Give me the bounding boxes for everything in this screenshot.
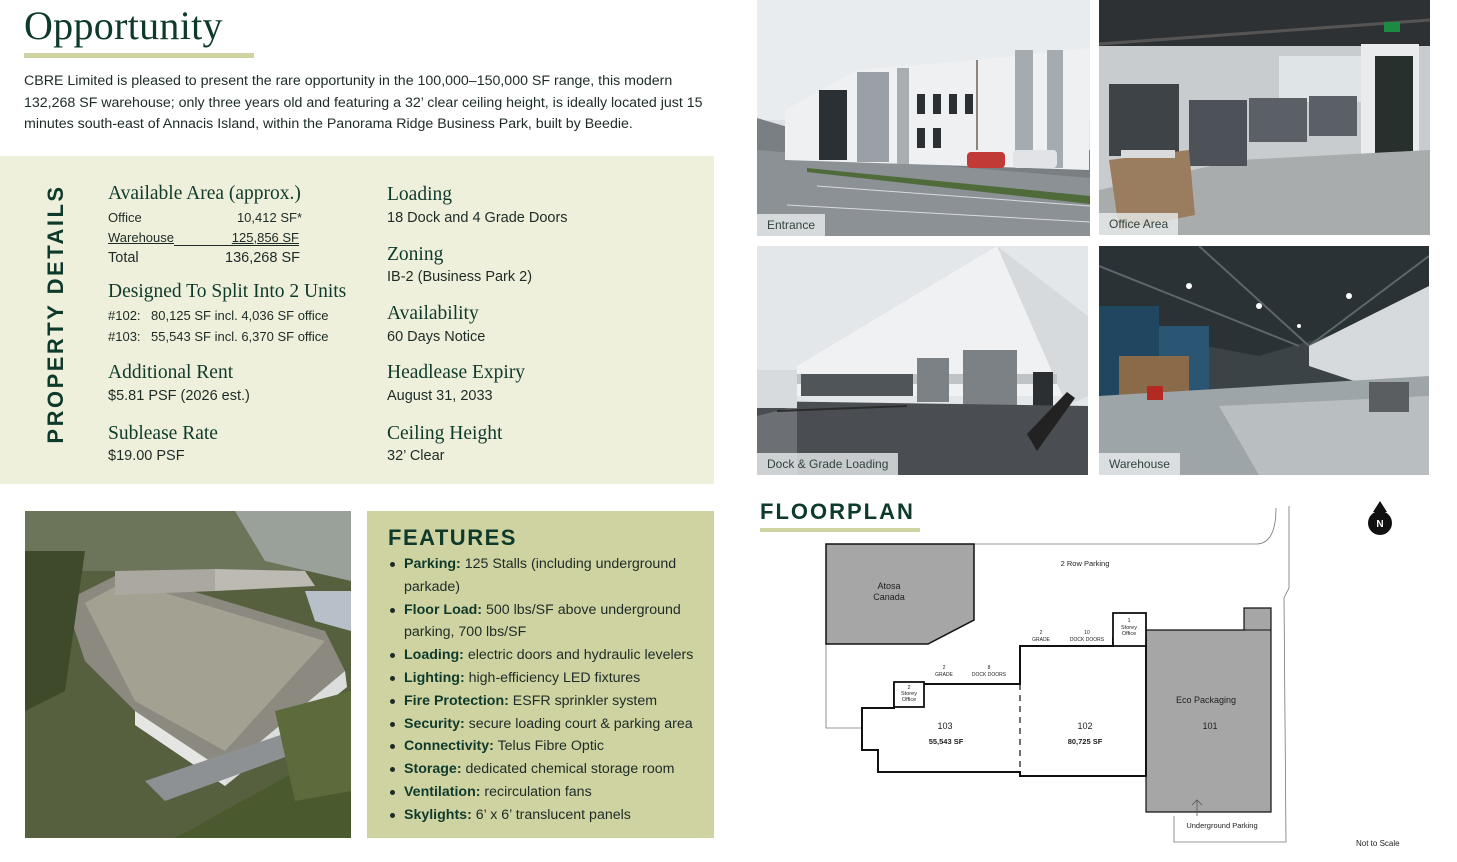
unit-103-id: #103:	[108, 329, 141, 344]
availability-heading: Availability	[387, 303, 479, 324]
eco-packaging-label: Eco Packaging	[1175, 695, 1237, 705]
loading-value: 18 Dock and 4 Grade Doors	[387, 210, 568, 226]
availability-value: 60 Days Notice	[387, 329, 486, 345]
feature-connectivity: Connectivity: Telus Fibre Optic	[388, 735, 708, 758]
available-area-heading: Available Area (approx.)	[108, 183, 301, 204]
additional-rent-value: $5.81 PSF (2026 est.)	[108, 388, 250, 404]
svg-text:2: 2	[1039, 630, 1043, 636]
warehouse-photo	[1099, 246, 1429, 475]
atosa-label-1: Atosa	[877, 581, 901, 591]
total-area-label: Total	[108, 250, 139, 266]
warehouse-caption: Warehouse	[1099, 453, 1180, 475]
intro-paragraph: CBRE Limited is pleased to present the rare opportunity in the 100,000–150,000 SF range, this modern 132,268 SF warehouse; only three years old and featuring a 32’ clear ceiling height, is ideally located just 15 minutes south-east of Annacis Island, within the Panorama Ridge Business Park, built by Beedie.	[24, 73, 703, 132]
property-details-label: PROPERTY DETAILS	[43, 184, 68, 444]
unit-101-block	[1146, 608, 1271, 812]
page-title: Opportunity	[24, 3, 223, 48]
warehouse-area-label: Warehouse	[108, 230, 174, 245]
loading-heading: Loading	[387, 184, 452, 205]
feature-security: Security: secure loading court & parking area	[388, 713, 708, 736]
svg-text:Storey: Storey	[1121, 625, 1137, 631]
unit-102-desc: 80,125 SF incl. 4,036 SF office	[151, 308, 329, 323]
feature-loading: Loading: electric doors and hydraulic levelers	[388, 644, 708, 667]
site-boundary-left	[826, 644, 862, 728]
row-parking-label: 2 Row Parking	[1060, 559, 1110, 568]
warehouse-area-value: 125,856 SF	[231, 230, 299, 245]
unit-103-sf: 55,543 SF	[928, 737, 964, 746]
aerial-photo	[25, 511, 351, 838]
dock-a-label: DOCK DOORS	[971, 672, 1007, 678]
unit-103-desc: 55,543 SF incl. 6,370 SF office	[151, 329, 329, 344]
unit-101-id: 101	[1202, 721, 1218, 731]
grade-a-label: GRADE	[935, 672, 953, 678]
entrance-photo	[757, 0, 1090, 236]
feature-storage: Storage: dedicated chemical storage room	[388, 758, 708, 781]
unit-103-id: 103	[937, 721, 953, 731]
office-area-label: Office	[108, 210, 142, 225]
feature-floor-load: Floor Load: 500 lbs/SF above underground parking, 700 lbs/SF	[388, 599, 708, 645]
underground-parking-label: Underground Parking	[1186, 821, 1258, 830]
headlease-expiry-heading: Headlease Expiry	[387, 362, 526, 383]
svg-text:8: 8	[987, 665, 991, 671]
headlease-expiry-value: August 31, 2033	[387, 388, 493, 404]
entrance-caption: Entrance	[757, 214, 825, 236]
north-arrow-icon	[1368, 501, 1392, 535]
title-underline	[24, 53, 254, 58]
svg-text:Office: Office	[901, 697, 917, 703]
feature-fire-protection: Fire Protection: ESFR sprinkler system	[388, 690, 708, 713]
north-label: N	[1376, 519, 1384, 530]
ceiling-height-value: 32’ Clear	[387, 448, 445, 464]
unit-102-sf: 80,725 SF	[1067, 737, 1103, 746]
sublease-rate-heading: Sublease Rate	[108, 423, 218, 444]
feature-parking: Parking: 125 Stalls (including underground parkade)	[388, 553, 708, 599]
dock-loading-caption: Dock & Grade Loading	[757, 453, 898, 475]
dock-b-label: DOCK DOORS	[1069, 637, 1105, 643]
svg-text:1: 1	[1127, 618, 1131, 624]
grade-b-label: GRADE	[1032, 637, 1050, 643]
office-area-value: 10,412 SF*	[236, 210, 302, 225]
feature-ventilation: Ventilation: recirculation fans	[388, 781, 708, 804]
floorplan-title: FLOORPLAN	[760, 499, 915, 524]
features-title: FEATURES	[388, 525, 517, 550]
unit-102-id: #102:	[108, 308, 141, 323]
feature-lighting: Lighting: high-efficiency LED fixtures	[388, 667, 708, 690]
svg-text:Storey: Storey	[901, 691, 917, 697]
sublease-rate-value: $19.00 PSF	[108, 448, 185, 464]
svg-text:2: 2	[907, 685, 911, 691]
atosa-label-2: Canada	[873, 592, 905, 602]
site-boundary	[974, 508, 1276, 544]
not-to-scale-label: Not to Scale	[1356, 839, 1400, 848]
svg-text:Office: Office	[1121, 631, 1137, 637]
split-units-heading: Designed To Split Into 2 Units	[108, 281, 347, 302]
dock-loading-photo	[757, 246, 1088, 475]
zoning-value: IB-2 (Business Park 2)	[387, 269, 533, 285]
svg-text:2: 2	[942, 665, 946, 671]
features-panel	[367, 511, 714, 838]
office-area-photo	[1099, 0, 1430, 235]
unit-102-id: 102	[1077, 721, 1093, 731]
additional-rent-heading: Additional Rent	[108, 362, 234, 383]
office-area-caption: Office Area	[1099, 213, 1178, 235]
svg-text:10: 10	[1084, 630, 1090, 636]
zoning-heading: Zoning	[387, 244, 444, 265]
total-area-value: 136,268 SF	[225, 250, 300, 266]
features-list	[388, 553, 708, 827]
floorplan-diagram	[756, 498, 1457, 862]
ceiling-height-heading: Ceiling Height	[387, 423, 503, 444]
feature-skylights: Skylights: 6’ x 6’ translucent panels	[388, 804, 708, 827]
